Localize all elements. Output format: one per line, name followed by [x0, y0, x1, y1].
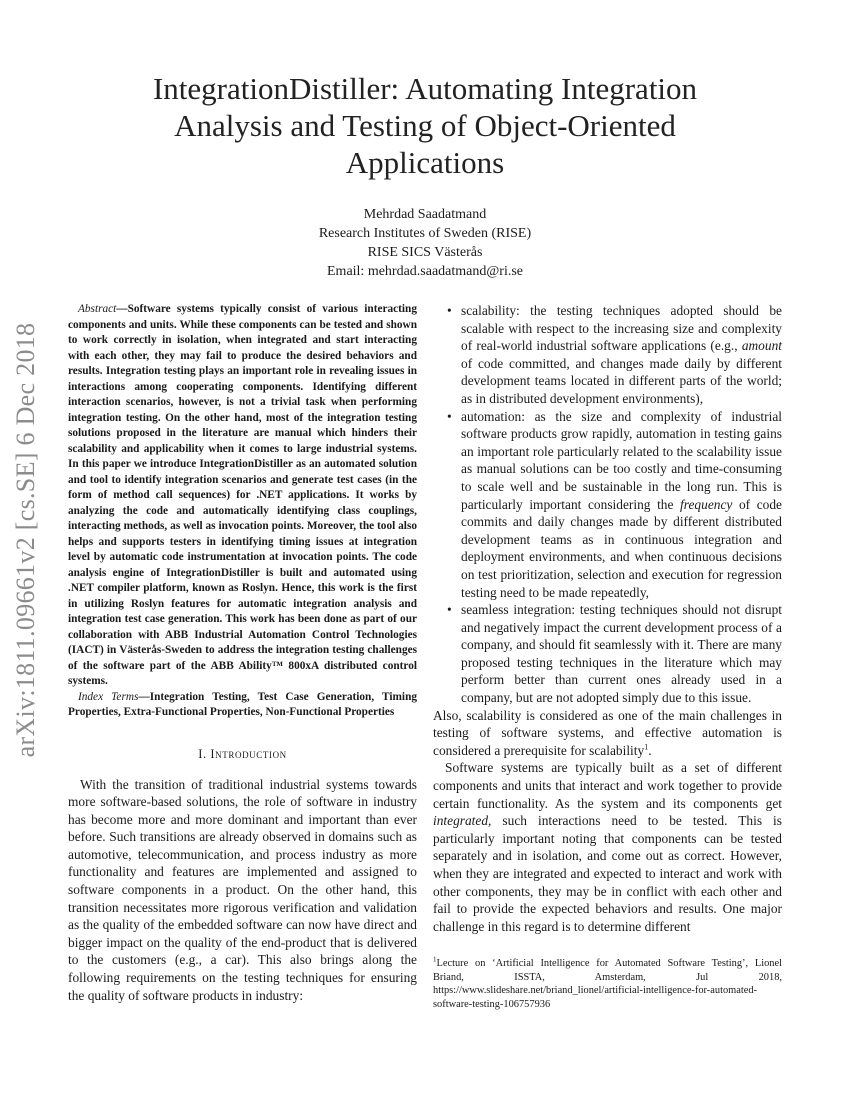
- abstract: [68, 302, 417, 690]
- section-title: Introduction: [210, 746, 287, 761]
- section-heading-introduction: [68, 747, 417, 762]
- intro-paragraph: With the transition of traditional industrial systems towards more software-based solutions, the role of software in industry has become more and more dominant and important than ever before. Such transitions are already observed in domains such as automotive, telecommunication, and process industry as more functionality and features are implemented and assigned to software components in a product. On the other hand, this transition necessitates more rigorous verification and validation as the quality of the embedded software can now have direct and bigger impact on the quality of the end-product that is delivered to the customers (e.g., a car). This also brings along the following requirements on the testing techniques for ensuring the quality of software products in industry:: [68, 776, 417, 1003]
- index-terms-text: —Integration Testing, Test Case Generation, Timing Properties, Extra-Functional Properties, Non-Functional Properties: [68, 690, 417, 718]
- right-column: [433, 302, 782, 935]
- paper-title: IntegrationDistiller: Automating Integration Analysis and Testing of Object-Oriented Applications: [152, 71, 698, 180]
- list-item-seamless-integration: • seamless integration: testing techniques should not disrupt and negatively impact the current development process of a company, and should fit seamlessly with it. There are many proposed testing techniques in the literature which may perform better than current ones already used in a company, but are not adopted simply due to this issue.: [447, 602, 782, 706]
- components-paragraph: Software systems are typically built as a set of different components and units that interact and work together to provide certain functionality. As the system and its components get integrated, such interactions need to be tested. This is particularly important noting that components can be tested separately and in isolation, and come out as correct. However, when they are integrated and expected to interact and work with other components, they may be in conflict with each other and fail to provide the expected behaviors and results. One major challenge in this regard is to determine different: [433, 760, 782, 934]
- footnote: [433, 957, 782, 1011]
- author-email: Email: mehrdad.saadatmand@ri.se: [327, 264, 523, 279]
- arxiv-identifier: arXiv:1811.09661v2 [cs.SE] 6 Dec 2018: [11, 322, 40, 758]
- abstract-text: —Software systems typically consist of various interacting components and units. While these components can be tested and shown to work correctly in isolation, when integrated and start interacting with each other, they may fail to produce the desired behaviors and results. Integration testing plays an important role in revealing issues in interactions among cooperating components. Identifying different interaction scenarios, however, is not a trivial task when performing integration testing. On the other hand, most of the integration testing solutions proposed in the literature are manual which hinders their scalability and applicability when it comes to large industrial systems. In this paper we introduce IntegrationDistiller as an automated solution and tool to identify integration scenarios and generate test cases (in the form of method call sequences) for .NET applications. It works by analyzing the code and automatically identifying class couplings, interacting methods, as well as invocation points. Moreover, the tool also helps and supports testers in identifying timing issues at integration level by automatic code instrumentation at invocation points. The code analysis engine of IntegrationDistiller is built and automated using .NET compiler platform, known as Roslyn. Hence, this work is the first in utilizing Roslyn features for automatic integration analysis and integration test case generation. This work has been done as part of our collaboration with ABB Industrial Automation Control Technologies (IACT) in Västerås-Sweden to address the integration testing challenges of the software part of the ABB Ability™ 800xA distributed control systems.: [68, 303, 417, 687]
- author-name: Mehrdad Saadatmand: [363, 207, 487, 222]
- abstract-label: Abstract: [78, 303, 117, 315]
- left-column: [68, 302, 417, 1004]
- index-terms: [68, 690, 417, 721]
- bullet-icon: •: [447, 408, 452, 424]
- section-number: I.: [198, 746, 211, 761]
- list-item-automation: • automation: as the size and complexity of industrial software products grow rapidly, automation in testing gains an important role particularly related to the scalability issue as manual solutions can be too costly and time-consuming to scale well and be sustainable in the long run. This is particularly important considering the frequency of code commits and daily changes made by different distributed development teams as in continuous integration and deployment environments, and when continuous decisions on test prioritization, selection and execution for regression testing need to be made repeatedly,: [447, 408, 782, 600]
- author-unit: RISE SICS Västerås: [367, 245, 483, 260]
- scalability-paragraph: Also, scalability is considered as one of the main challenges in testing of software systems, and effective automation is considered a prerequisite for scalability$^1$.: [433, 707, 782, 758]
- author-affiliation: Research Institutes of Sweden (RISE): [318, 226, 532, 241]
- bullet-icon: •: [447, 602, 452, 618]
- requirements-list: [433, 302, 782, 707]
- footnote-mark: 1: [433, 955, 437, 964]
- index-terms-label: Index Terms: [78, 690, 139, 703]
- footnote-ref[interactable]: 1: [644, 742, 649, 752]
- bullet-icon: •: [447, 303, 452, 318]
- footnote-text: Lecture on ‘Artificial Intelligence for Automated Software Testing’, Lionel Briand, ISSTA, Amsterdam, Jul 2018, https://www.slideshare.net/briand_lionel/artificial-intelligence-for-automated-software-testing-106757936: [433, 958, 782, 1010]
- author-block: [250, 205, 600, 281]
- list-item-scalability: • scalability: the testing techniques adopted should be scalable with respect to the increasing size and complexity of real-world industrial software applications (e.g., amount of code committed, and changes made daily by different development teams located in different parts of the world; as in distributed development environments),: [447, 303, 782, 406]
- arxiv-side-stamp: [4, 300, 48, 780]
